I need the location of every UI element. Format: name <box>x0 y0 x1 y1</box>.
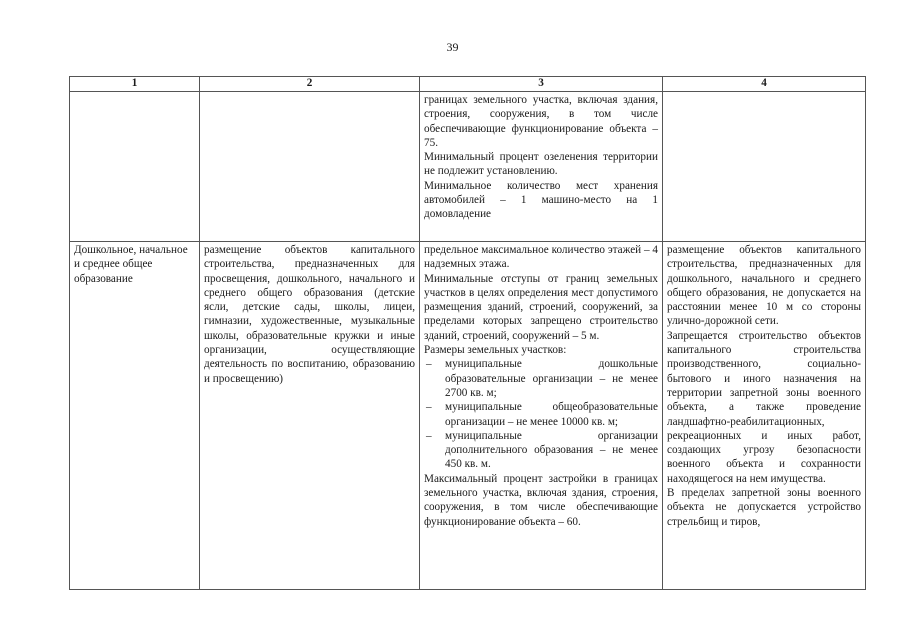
cell-restrictions <box>663 242 866 590</box>
cell-parameters <box>420 242 663 590</box>
paragraph: Минимальный процент озеленения территории не подлежит установлению. <box>424 151 658 178</box>
paragraph: размещение объектов капитального строительства, предназначенных для дошкольного, начального и среднего общего образования, не допускается на расстоянии менее 10 м со стороны улично-дорожной сети. <box>667 244 861 328</box>
paragraph: границах земельного участка, включая здания, строения, сооружения, в том числе обеспечивающие функционирование объекта – 75. <box>424 94 658 149</box>
column-header-3: 3 <box>420 77 663 92</box>
paragraph: Максимальный процент застройки в границах земельного участка, включая здания, строения, сооружения, в том числе обеспечивающие функционирование объекта – 60. <box>424 472 658 528</box>
cell-restrictions <box>663 92 866 242</box>
paragraph: предельное максимальное количество этажей – 4 надземных этажа. <box>424 244 658 271</box>
list-item: – муниципальные организации дополнительного образования – не менее 450 кв. м. <box>424 429 658 472</box>
table-row <box>70 92 866 242</box>
page-number: 39 <box>446 40 459 54</box>
paragraph: Запрещается строительство объектов капитального строительства производственного, социально-бытового и иного назначения на территории запретной зоны военного объекта, а также проведение ландшафтно-реабилитационных, рекреационных и иных работ, создающих угрозу безопасности военного объекта и сохранности находящегося на нем имущества. <box>667 329 861 485</box>
list-item: – муниципальные дошкольные образовательные организации – не менее 2700 кв. м; <box>424 357 658 400</box>
column-header-4: 4 <box>663 77 866 92</box>
paragraph: Минимальные отступы от границ земельных участков в целях определения мест допустимого размещения зданий, строений, сооружений, за пределами которых запрещено строительство зданий, строений, сооружений – 5 м. <box>424 272 658 342</box>
paragraph: Размеры земельных участков: <box>424 344 567 357</box>
column-header-1: 1 <box>70 77 200 92</box>
cell-use-type <box>70 92 200 242</box>
cell-use-description: размещение объектов капитального строительства, предназначенных для просвещения, дошкольного, начального и среднего общего образования (детские ясли, детские сады, школы, лицеи, гимназии, художественные, музыкальные школы, образовательные кружки и иные организации, осуществляющие деятельность по воспитанию, образованию и просвещению) <box>200 242 420 590</box>
land-plot-size-list <box>424 357 658 471</box>
header-row <box>70 77 866 92</box>
regulations-table <box>69 76 866 590</box>
column-header-2: 2 <box>200 77 420 92</box>
cell-use-description <box>200 92 420 242</box>
table-row <box>70 242 866 590</box>
paragraph: Минимальное количество мест хранения автомобилей – 1 машино-место на 1 домовладение <box>424 179 658 221</box>
paragraph: В пределах запретной зоны военного объекта не допускается устройство стрельбищ и тиров, <box>667 487 861 528</box>
cell-parameters <box>420 92 663 242</box>
list-item: – муниципальные общеобразовательные организации – не менее 10000 кв. м; <box>424 400 658 429</box>
cell-use-type: Дошкольное, начальное и среднее общее образование <box>70 242 200 590</box>
